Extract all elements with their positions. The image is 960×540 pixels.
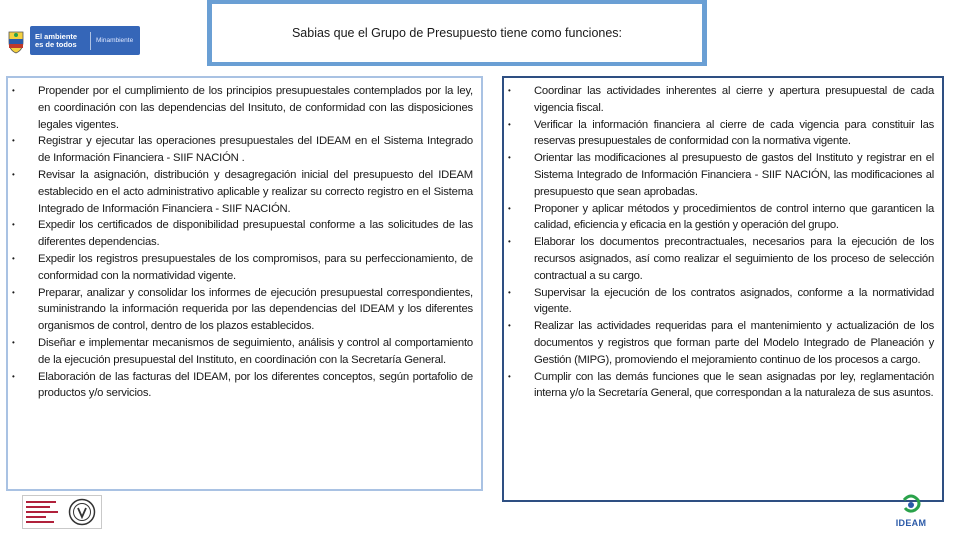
function-item — [508, 201, 934, 235]
bullet-marker: • — [12, 136, 15, 146]
bullet-marker: • — [508, 119, 511, 129]
bullet-marker: • — [508, 203, 511, 213]
brand-sub-text: Minambiente — [96, 37, 134, 44]
function-text: Proponer y aplicar métodos y procedimientos de control interno que garanticen la calidad, eficiencia y eficacia en la gestión y operación del grupo. — [534, 202, 934, 232]
bullet-marker: • — [12, 169, 15, 179]
function-text: Diseñar e implementar mecanismos de seguimiento, análisis y control al comportamiento de la ejecución presupuestal del Instituto, en coordinación con la Secretaría General. — [38, 336, 473, 366]
bullet-marker: • — [12, 371, 15, 381]
function-item — [508, 117, 934, 151]
bureau-veritas-seal-icon — [68, 498, 96, 526]
brand-divider — [90, 32, 91, 50]
bullet-marker: • — [12, 253, 15, 263]
function-text: Realizar las actividades requeridas para el mantenimiento y actualización de los documentos y registros que forman parte del Modelo Integrado de Planeación y Gestión (MIPG), promoviendo el mejoramiento continuo de los procesos a cargo. — [534, 320, 934, 366]
bullet-marker: • — [12, 337, 15, 347]
bullet-marker: • — [508, 153, 511, 163]
function-item — [12, 83, 473, 133]
ideam-swirl-icon — [888, 494, 934, 518]
function-text: Revisar la asignación, distribución y desagregación inicial del presupuesto del IDEAM establecido en el acto administrativo aplicable y realizar su correcto registro en el Sistema Integrado de Información Financiera - SIIF NACIÓN. — [38, 168, 473, 215]
function-text: Expedir los certificados de disponibilidad presupuestal conforme a las solicitudes de las diferentes dependencias. — [38, 219, 473, 249]
function-item — [12, 369, 473, 403]
function-item — [508, 234, 934, 284]
function-item — [12, 335, 473, 369]
function-text: Supervisar la ejecución de los contratos asignados, conforme a la normatividad vigente. — [534, 286, 934, 316]
left-functions-panel — [6, 76, 483, 491]
right-functions-panel — [502, 76, 944, 502]
function-text: Orientar las modificaciones al presupuesto de gastos del Instituto y registrar en el Sistema Integrado de Información Financiera - SIIF NACIÓN, las modificaciones al presupuesto que sean aprobadas. — [534, 152, 934, 198]
certification-text-graphic — [26, 499, 62, 525]
minambiente-badge[interactable] — [30, 26, 140, 55]
function-text: Registrar y ejecutar las operaciones presupuestales del IDEAM en el Sistema Integrado de Información Financiera - SIIF NACIÓN . — [38, 135, 473, 165]
bullet-marker: • — [12, 287, 15, 297]
function-text: Propender por el cumplimiento de los principios presupuestales contemplados por la ley, en coordinación con las dependencias del Insituto, de conformidad con las disposiciones legales vigentes. — [38, 85, 473, 131]
ideam-label: IDEAM — [895, 518, 927, 528]
title-inner — [212, 4, 702, 62]
ideam-logo — [888, 494, 934, 528]
function-item — [12, 167, 473, 217]
function-text: Preparar, analizar y consolidar los informes de ejecución presupuestal correspondientes, suministrando la información requerida por las dependencias del IDEAM y los diferentes organismos de control, dentro de los plazos establecidos. — [38, 286, 473, 333]
function-text: Coordinar las actividades inherentes al cierre y apertura presupuestal de cada vigencia fiscal. — [534, 85, 934, 114]
certification-logo — [22, 495, 102, 529]
function-text: Verificar la información financiera al cierre de cada vigencia para constituir las reservas presupuestales de conformidad con la normativa vigente. — [534, 118, 934, 148]
function-item — [508, 83, 934, 117]
function-item — [12, 285, 473, 335]
function-item — [12, 251, 473, 285]
function-text: Cumplir con las demás funciones que le sean asignadas por ley, reglamentación interna y/o la Secretaría General, que correspondan a la naturaleza de sus asuntos. — [534, 370, 934, 400]
bullet-marker: • — [508, 371, 511, 381]
function-item — [12, 217, 473, 251]
colombia-crest-icon — [6, 30, 26, 54]
function-text: Elaboración de las facturas del IDEAM, por los diferentes conceptos, según portafolio de productos y/o servicios. — [38, 370, 473, 400]
right-functions-list — [508, 83, 934, 402]
bullet-marker: • — [508, 287, 511, 297]
bullet-marker: • — [508, 86, 511, 95]
function-text: Expedir los registros presupuestales de los compromisos, para su perfeccionamiento, de conformidad con la normatividad vigente. — [38, 252, 473, 282]
function-text: Elaborar los documentos precontractuales, necesarios para la ejecución de los recursos asignados, así como realizar el seguimiento de los proceso de selección contractual a su cargo. — [534, 236, 934, 282]
bullet-marker: • — [508, 237, 511, 247]
title-frame — [207, 0, 707, 66]
bullet-marker: • — [508, 321, 511, 331]
function-item — [508, 150, 934, 200]
page-title: Sabias que el Grupo de Presupuesto tiene como funciones: — [291, 26, 623, 40]
bullet-marker: • — [12, 220, 15, 230]
bullet-marker: • — [12, 86, 15, 95]
function-item — [508, 285, 934, 319]
left-functions-list — [12, 83, 473, 402]
function-item — [508, 318, 934, 368]
brand-main-text: El ambiente es de todos — [35, 31, 78, 49]
function-item — [12, 133, 473, 167]
function-item — [508, 369, 934, 403]
